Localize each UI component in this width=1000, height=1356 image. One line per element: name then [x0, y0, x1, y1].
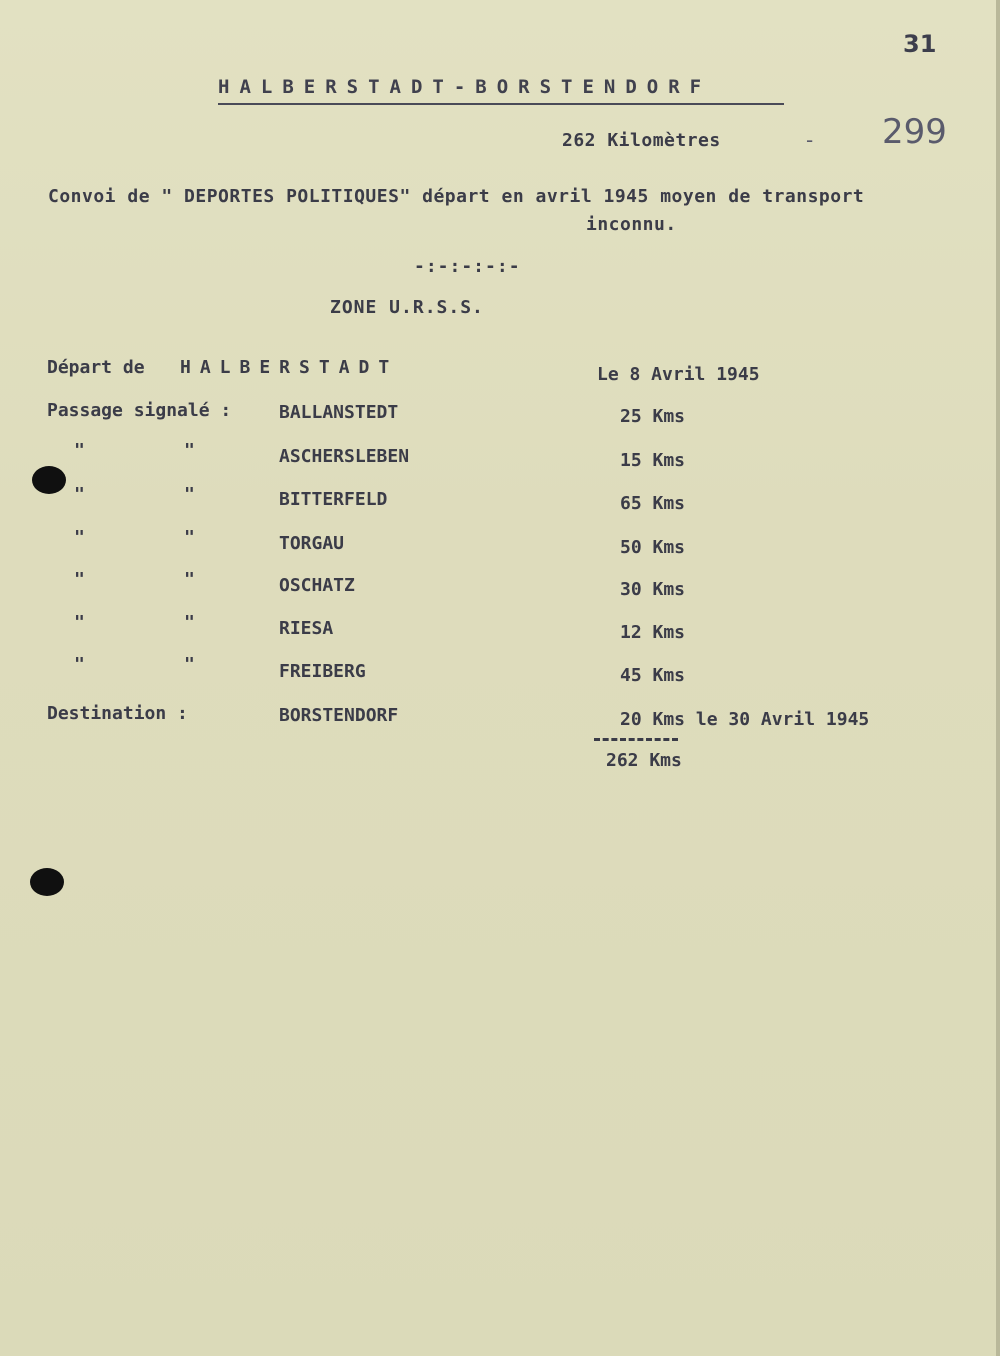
page-edge	[996, 0, 1000, 1356]
passage-label: Passage signalé :	[47, 400, 232, 421]
ditto-mark: "	[74, 484, 85, 505]
ditto-mark: "	[184, 440, 195, 461]
title-separator: -	[453, 76, 476, 98]
ditto-mark: "	[74, 440, 85, 461]
section-separator: -:-:-:-:-	[414, 256, 521, 277]
depart-date: Le 8 Avril 1945	[597, 364, 760, 385]
passage-distance: 12 Kms	[620, 622, 686, 643]
punch-hole	[32, 466, 66, 494]
sum-line	[594, 738, 678, 741]
page-number: 31	[903, 30, 937, 58]
document-number: 299	[882, 112, 947, 152]
zone-label: ZONE U.R.S.S.	[330, 297, 484, 318]
ditto-mark: "	[184, 612, 195, 633]
convoi-description-line-1: Convoi de " DEPORTES POLITIQUES" départ en avril 1945 moyen de transport	[48, 186, 865, 207]
passage-place: ASCHERSLEBEN	[279, 446, 410, 467]
ditto-mark: "	[184, 654, 195, 675]
passage-place: BITTERFELD	[279, 489, 388, 510]
passage-distance: 65 Kms	[620, 493, 686, 514]
passage-place: TORGAU	[279, 533, 345, 554]
passage-place: FREIBERG	[279, 661, 366, 682]
ditto-mark: "	[74, 527, 85, 548]
passage-place: OSCHATZ	[279, 575, 355, 596]
title-underline	[218, 103, 784, 105]
grand-total: 262 Kms	[606, 750, 682, 771]
destination-place: BORSTENDORF	[279, 705, 399, 726]
passage-distance: 15 Kms	[620, 450, 686, 471]
passage-distance: 50 Kms	[620, 537, 686, 558]
depart-place: HALBERSTADT	[180, 357, 399, 378]
passage-distance: 25 Kms	[620, 406, 686, 427]
total-kilometres: 262 Kilomètres	[562, 130, 721, 151]
document-dash-mark: -	[806, 128, 814, 152]
passage-place: RIESA	[279, 618, 334, 639]
ditto-mark: "	[184, 484, 195, 505]
ditto-mark: "	[184, 527, 195, 548]
passage-distance: 30 Kms	[620, 579, 686, 600]
title-origin: HALBERSTADT	[218, 76, 454, 98]
title-destination: BORSTENDORF	[475, 76, 712, 98]
convoi-description-line-2: inconnu.	[586, 214, 677, 235]
passage-place: BALLANSTEDT	[279, 402, 399, 423]
ditto-mark: "	[74, 612, 85, 633]
ditto-mark: "	[184, 569, 195, 590]
ditto-mark: "	[74, 569, 85, 590]
destination-label: Destination :	[47, 703, 188, 724]
destination-distance: 20 Kms le 30 Avril 1945	[620, 709, 870, 730]
ditto-mark: "	[74, 654, 85, 675]
passage-distance: 45 Kms	[620, 665, 686, 686]
punch-hole	[30, 868, 64, 896]
depart-label: Départ de	[47, 357, 145, 378]
route-title	[218, 76, 711, 98]
